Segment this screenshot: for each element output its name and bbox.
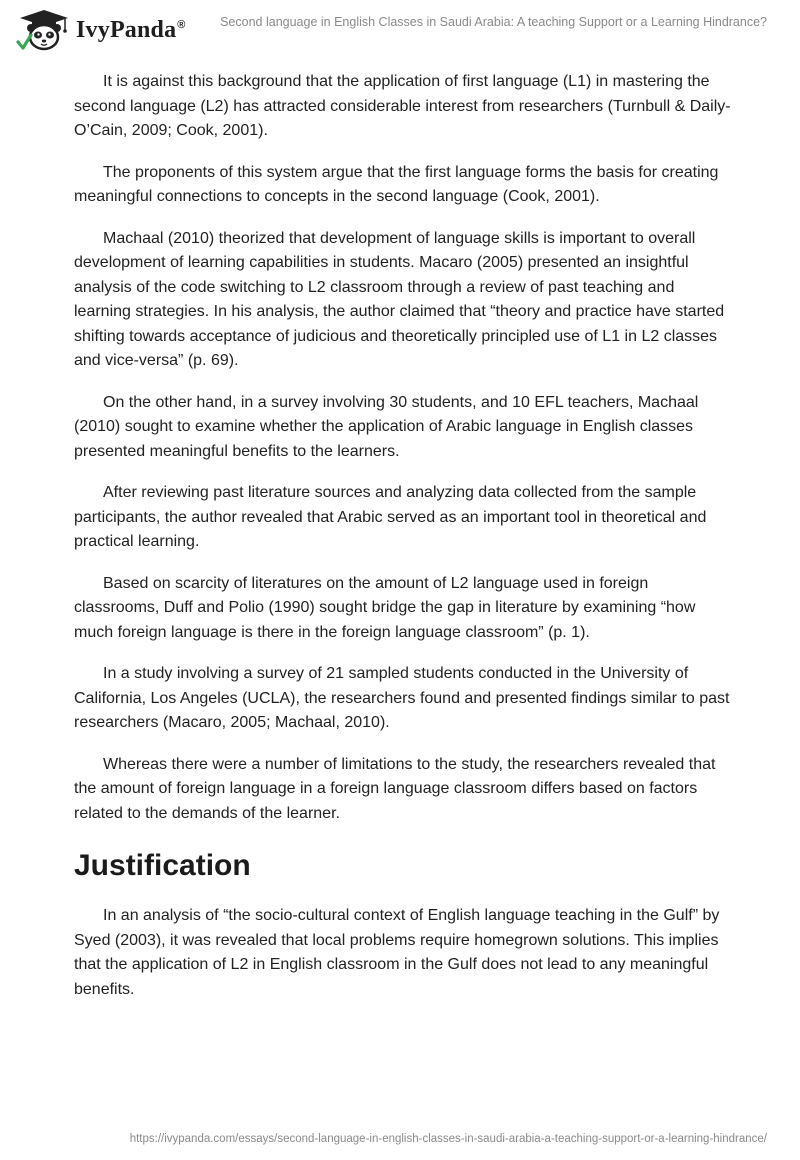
paragraph: Whereas there were a number of limitations to the study, the researchers revealed that the amount of foreign language in a foreign language classroom differs based on factors related to the demands of the learner. — [74, 755, 716, 822]
paragraph: After reviewing past literature sources and analyzing data collected from the sample participants, the author revealed that Arabic served as an important tool in theoretical and practical learning. — [74, 484, 707, 550]
paragraph: Machaal (2010) theorized that development of language skills is important to overall development of learning capabilities in students. Macaro (2005) presented an insightful analysis of the code switching to L2 classroom through a review of past teaching and learning strategies. In his analysis, the author claimed that “theory and practice have started shifting towards acceptance of judicious and theoretically principled use of L1 in L2 classes and vice-versa” (p. 69). — [74, 229, 725, 369]
essay-content — [74, 70, 734, 1019]
paragraph: Based on scarcity of literatures on the amount of L2 language used in foreign classrooms, Duff and Polio (1990) sought bridge the gap in literature by examining “how much foreign language is there in the foreign language classroom” (p. 1). — [74, 574, 696, 641]
paragraph: In a study involving a survey of 21 sampled students conducted in the University of California, Los Angeles (UCLA), the researchers found and presented findings similar to past researchers (Macaro, 2005; Machaal, 2010). — [74, 665, 730, 731]
paragraph: The proponents of this system argue that the first language forms the basis for creating meaningful connections to concepts in the second language (Cook, 2001). — [74, 163, 719, 205]
paragraph: In an analysis of “the socio-cultural context of English language teaching in the Gulf” by Syed (2003), it was revealed that local problems require homegrown solutions. This implies that the application of L2 in English classroom in the Gulf does not lead to any meaningful benefits. — [74, 907, 720, 998]
page-header — [0, 0, 800, 60]
footer-source-url[interactable]: https://ivypanda.com/essays/second-language-in-english-classes-in-saudi-arabia-a-teaching-support-or-a-learning-hindrance/ — [129, 1133, 767, 1145]
section-heading: Justification — [74, 849, 251, 882]
registered-mark: ® — [177, 18, 186, 31]
paragraph: On the other hand, in a survey involving 30 students, and 10 EFL teachers, Machaal (2010) sought to examine whether the application of Arabic language in English classes presented meaningful benefits to the learners. — [74, 393, 699, 460]
document-title: Second language in English Classes in Saudi Arabia: A teaching Support or a Learning Hindrance? — [220, 15, 767, 29]
ivypanda-logo[interactable] — [16, 8, 186, 52]
logo-text: IvyPanda — [76, 16, 177, 43]
logo-wordmark — [76, 17, 186, 44]
panda-graduate-icon — [16, 8, 72, 52]
paragraph: It is against this background that the application of first language (L1) in mastering the second language (L2) has attracted considerable interest from researchers (Turnbull & Daily-O’Cain, 2009; Cook, 2001). — [74, 73, 731, 139]
